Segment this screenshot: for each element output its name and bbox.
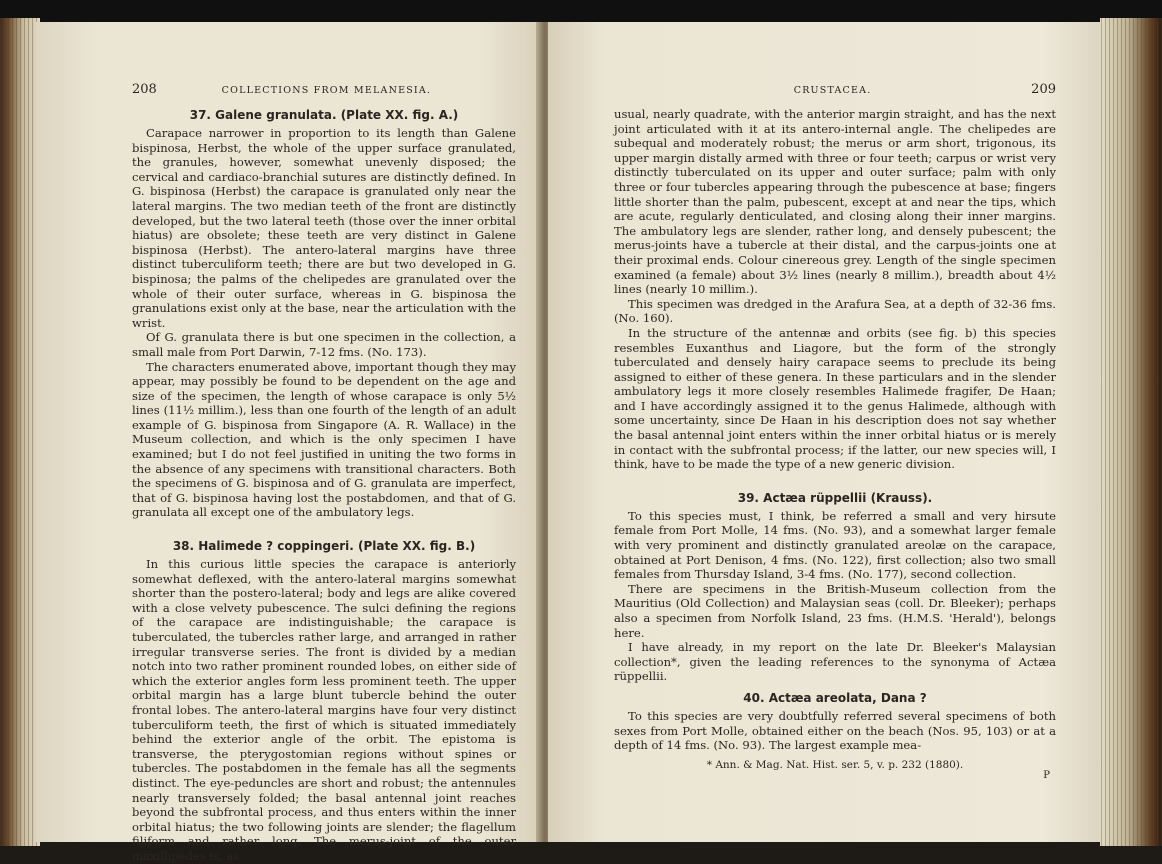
left-running-title: COLLECTIONS FROM MELANESIA. — [221, 85, 432, 96]
continuation-paragraph: In the structure of the antennæ and orbits (see fig. b) this species resembles Euxanthus and Liagore, but the form of the strongly tuberculated and densely hairy carapace seems to preclude its being assigned to either of these genera. In these particulars and in the slender ambulatory legs it more closely resembles Halimede fragifer, De Haan; and I have accordingly assigned it to the genus Halimede, although with some uncertainty, since De Haan in his description does not say whether the basal antennal joint enters within the inner orbital hiatus or is merely in contact with the subfrontal process; if the latter, our new species will, I think, have to be made the type of a new generic division. — [614, 325, 1056, 472]
left-page — [36, 22, 540, 863]
footnote: * Ann. & Mag. Nat. Hist. ser. 5, v. p. 232 (1880). — [706, 758, 964, 771]
left-running-header — [132, 82, 516, 97]
left-page-number: 208 — [132, 82, 157, 97]
right-running-header — [614, 82, 1056, 97]
continuation-paragraph: This specimen was dredged in the Arafura Sea, at a depth of 32-36 fms. (No. 160). — [614, 296, 1056, 326]
right-running-title: CRUSTACEA. — [793, 85, 872, 96]
section-38-heading: 38. Halimede ? coppingeri. (Plate XX. fig. B.) — [172, 539, 476, 554]
continuation-paragraph: usual, nearly quadrate, with the anterior margin straight, and has the next joint articulated with it at its antero-internal angle. The chelipedes are subequal and moderately robust; the merus or arm short, trigonous, its upper margin distally armed with three or four teeth; carpus or wrist very distinctly tuberculated on its upper and outer surface; palm with only three or four tubercles appearing through the pubescence at base; fingers little shorter than the palm, pubescent, except at and near the tips, which are acute, regularly denticulated, and closing along their inner margins. The ambulatory legs are slender, rather long, and densely pubescent; the merus-joints have a tubercle at their distal, and the carpus-joints one at their proximal ends. Colour cinereous grey. Length of the single specimen examined (a female) about 3½ lines (nearly 8 millim.), breadth about 4½ lines (nearly 10 millim.). — [614, 107, 1056, 297]
section-39-paragraph: There are specimens in the British-Museum collection from the Mauritius (Old Collection) and Malaysian seas (coll. Dr. Bleeker); perhaps also a specimen from Norfolk Island, 23 fms. (H.M.S. 'Herald'), belongs here. — [614, 581, 1056, 640]
section-37-paragraph: Of G. granulata there is but one specimen in the collection, a small male from Port Darwin, 7-12 fms. (No. 173). — [132, 330, 516, 359]
top-dark-border — [0, 0, 1162, 22]
section-37-paragraph: Carapace narrower in proportion to its length than Galene bispinosa, Herbst, the whole of the upper surface granulated, the granules, however, somewhat unevenly disposed; the cervical and cardiaco-branchial sutures are distinctly defined. In G. bispinosa (Herbst) the carapace is granulated only near the lateral margins. The two median teeth of the front are distinctly developed, but the two lateral teeth (those over the inner orbital hiatus) are obsolete; these teeth are very distinct in Galene bispinosa (Herbst). The antero-lateral margins have three distinct tuberculiform teeth; there are but two developed in G. bispinosa; the palms of the chelipedes are granulated over the whole of their outer surface, whereas in G. bispinosa the granulations exist only at the base, near the articulation with the wrist. — [132, 126, 516, 330]
right-page — [548, 22, 1100, 842]
section-40-heading: 40. Actæa areolata, Dana ? — [743, 690, 927, 705]
signature-mark: P — [1043, 769, 1050, 781]
section-40-paragraph: To this species are very doubtfully referred several specimens of both sexes from Port Molle, obtained either on the beach (Nos. 95, 103) or at a depth of 14 fms. (No. 93). The largest example mea- — [614, 708, 1056, 753]
section-38-paragraph: In this curious little species the carapace is anteriorly somewhat deflexed, with the antero-lateral margins somewhat shorter than the postero-lateral; body and legs are alike covered with a close velvety pubescence. The sulci defining the regions of the carapace are indistinguishable; the carapace is tuberculated, the tubercles rather large, and arranged in rather irregular transverse series. The front is divided by a median notch into two rather prominent rounded lobes, on either side of which the exterior angles form less prominent teeth. The upper orbital margin has a large blunt tubercle behind the outer frontal lobes. The antero-lateral margins have four very distinct tuberculiform teeth, the first of which is situated immediately behind the exterior angle of the orbit. The epistoma is transverse, the pterygostomian regions without spines or tubercles. The postabdomen in the female has all the segments distinct. The eye-peduncles are short and robust; the antennules nearly transversely folded; the basal antennal joint reaches beyond the subfrontal process, and thus enters within the inner orbital hiatus; the two following joints are slender; the flagellum filiform and rather long. The merus-joint of the outer maxillipedes is, as — [132, 557, 516, 863]
section-37-heading: 37. Galene granulata. (Plate XX. fig. A.) — [189, 108, 459, 122]
book-right-page-edges — [1100, 18, 1162, 846]
section-39-heading: 39. Actæa rüppellii (Krauss). — [737, 490, 933, 505]
book-left-page-edges — [0, 18, 40, 846]
section-37-paragraph: The characters enumerated above, important though they may appear, may possibly be found to be dependent on the age and size of the specimen, the length of whose carapace is only 5½ lines (11½ millim.), less than one fourth of the length of an adult example of G. bispinosa from Singapore (A. R. Wallace) in the Museum collection, and which is the only specimen I have examined; but I do not feel justified in uniting the two forms in the absence of any specimens with transitional characters. Both the specimens of G. bispinosa and of G. granulata are imperfect, that of G. bispinosa having lost the postabdomen, and that of G. granulata all except one of the ambulatory legs. — [132, 359, 516, 520]
right-page-number: 209 — [1031, 82, 1056, 97]
section-39-paragraph: To this species must, I think, be referred a small and very hirsute female from Port Molle, 14 fms. (No. 93), and a somewhat larger female with very prominent and distinctly granulated areolæ on the carapace, obtained at Port Denison, 4 fms. (No. 122), first collection; also two small females from Thursday Island, 3-4 fms. (No. 177), second collection. — [614, 508, 1056, 582]
section-39-paragraph: I have already, in my report on the late Dr. Bleeker's Malaysian collection*, given the leading references to the synonyma of Actæa rüppellii. — [614, 640, 1056, 684]
